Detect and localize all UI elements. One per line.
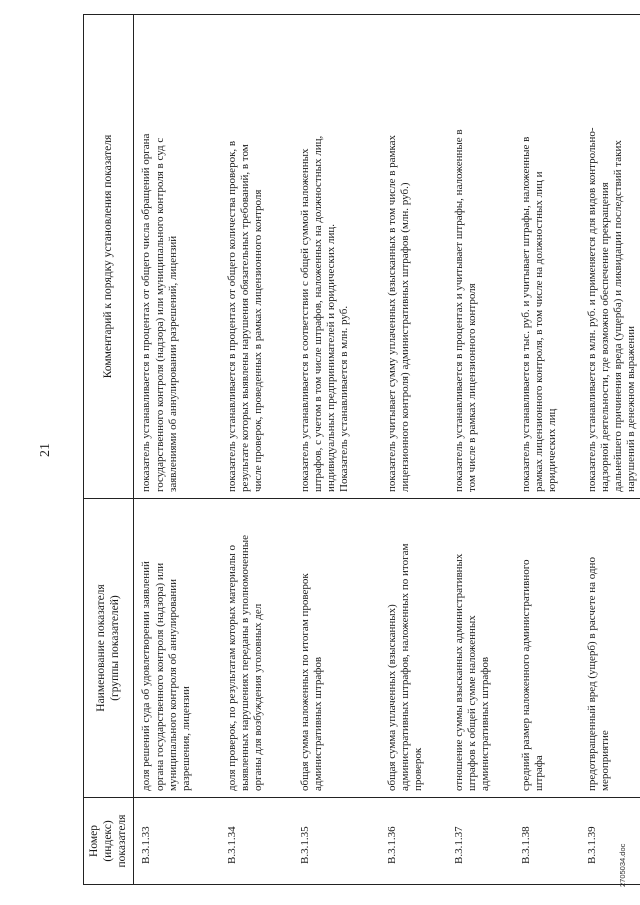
- indicator-name-line: муниципального контроля об аннулировании: [166, 578, 179, 791]
- indicator-name-line: мероприятие: [599, 730, 612, 791]
- indicator-number: В.3.1.34: [220, 798, 293, 885]
- indicator-name-line: разрешения, лицензии: [179, 686, 192, 791]
- table-header-row: [84, 15, 134, 885]
- indicator-name: [220, 499, 293, 798]
- indicator-comment: [580, 15, 640, 499]
- indicator-name-line: отношение суммы взысканных административных: [452, 553, 465, 791]
- indicator-comment-line: показатель устанавливается в тыс. руб. и учитывает штрафы, наложенные в: [519, 136, 532, 492]
- indicator-comment-line: числе проверок, проведенных в рамках лицензионного контроля: [252, 189, 265, 492]
- indicator-number: В.3.1.37: [447, 798, 514, 885]
- indicator-comment-line: показатель устанавливается в соответствии с общей суммой наложенных: [298, 148, 311, 492]
- header-number-line: показателя: [115, 814, 128, 868]
- header-number-line: (индекс): [101, 820, 114, 862]
- indicator-comment-line: лицензионного контроля) административных штрафов (млн. руб.): [399, 182, 412, 492]
- indicator-name: [293, 499, 380, 798]
- table-row: [293, 15, 380, 885]
- table-row: [514, 15, 580, 885]
- indicator-number: В.3.1.36: [380, 798, 447, 885]
- indicator-name-line: доля решений суда об удовлетворении заявлений: [140, 561, 153, 791]
- indicator-comment-line: показатель устанавливается в процентах и учитывает штрафы, наложенные в: [452, 129, 465, 492]
- indicator-name-line: доля проверок, по результатам которых материалы о: [225, 544, 238, 791]
- header-name-line: (группы показателей): [108, 595, 121, 701]
- indicator-name: [514, 499, 580, 798]
- indicator-name-line: штрафа: [533, 755, 546, 791]
- footer-file-code: 2705034.doc: [618, 843, 627, 887]
- indicator-comment-line: показатель устанавливается в процентах от общего числа обращений органа: [140, 133, 153, 492]
- indicator-comment-line: показатель устанавливается в млн. руб. и применяется для видов контрольно-: [585, 127, 598, 492]
- indicator-number: В.3.1.35: [293, 798, 380, 885]
- indicators-table: [83, 14, 640, 885]
- header-number-line: Номер: [88, 825, 100, 857]
- indicator-comment-line: рамках лицензионного контроля, в том числе на должностных лиц и: [533, 171, 546, 492]
- rotated-page: [20, 15, 638, 887]
- indicator-name-line: выявленных нарушениях переданы в уполномоченные: [239, 534, 252, 791]
- table-row: [580, 15, 640, 885]
- indicator-comment-line: заявлениями об аннулировании разрешений, лицензий: [166, 235, 179, 492]
- indicator-comment: [514, 15, 580, 499]
- header-name-line: Наименование показателя: [94, 584, 107, 712]
- indicator-name: [580, 499, 640, 798]
- indicator-comment-line: юридических лиц: [546, 408, 559, 492]
- indicator-name-line: средний размер наложенного административного: [519, 559, 532, 791]
- indicator-comment-line: нарушений в денежном выражении: [625, 325, 638, 492]
- table-row: [447, 15, 514, 885]
- table-row: [220, 15, 293, 885]
- indicator-comment: [220, 15, 293, 499]
- indicator-comment-line: показатель учитывает сумму уплаченных (взысканных в том числе в рамках: [385, 134, 398, 492]
- indicator-name-line: штрафов к общей сумме наложенных: [466, 615, 479, 791]
- header-number: [84, 798, 134, 885]
- indicator-name: [380, 499, 447, 798]
- indicator-comment-line: надзорной деятельности, где возможно обеспечение прекращения: [599, 182, 612, 492]
- indicator-comment-line: результате которых выявлены нарушения обязательных требований, в том: [239, 144, 252, 492]
- indicator-number: В.3.1.33: [134, 798, 220, 885]
- indicator-name: [134, 499, 220, 798]
- indicator-comment: [380, 15, 447, 499]
- indicator-number: В.3.1.38: [514, 798, 580, 885]
- indicator-name-line: административных штрафов: [312, 656, 325, 791]
- indicator-comment: [293, 15, 380, 499]
- indicator-name-line: органа государственного контроля (надзора) или: [153, 562, 166, 791]
- header-comment: [84, 15, 134, 499]
- indicator-name-line: общая сумма уплаченных (взысканных): [385, 604, 398, 791]
- table-row: [134, 15, 220, 885]
- indicator-number: В.3.1.39: [580, 798, 640, 885]
- indicator-comment-line: штрафов, с учетом в том числе штрафов, наложенных на должностных лиц,: [312, 135, 325, 492]
- indicator-comment-line: государственного контроля (надзора) или муниципального контроля в суд с: [153, 137, 166, 492]
- page-number: 21: [38, 443, 53, 457]
- indicator-comment-line: том числе в рамках лицензионного контроля: [466, 283, 479, 492]
- header-comment-line: Комментарий к порядку установления показателя: [101, 134, 114, 379]
- indicator-comment-line: индивидуальных предпринимателей и юридических лиц.: [325, 223, 338, 492]
- indicator-name-line: проверок: [412, 747, 425, 791]
- indicator-comment: [447, 15, 514, 499]
- header-name: [84, 499, 134, 798]
- table-row: [380, 15, 447, 885]
- indicator-name-line: административных штрафов: [479, 656, 492, 791]
- indicator-name-line: органы для возбуждения уголовных дел: [252, 603, 265, 791]
- indicator-comment-line: показатель устанавливается в процентах от общего количества проверок, в: [225, 140, 238, 492]
- indicator-comment: [134, 15, 220, 499]
- indicator-name-line: общая сумма наложенных по итогам проверок: [298, 573, 311, 791]
- indicator-comment-line: дальнейшего причинения вреда (ущерба) и ликвидации последствий таких: [612, 140, 625, 492]
- indicator-comment-line: Показатель устанавливается в млн. руб.: [338, 305, 351, 492]
- indicator-name-line: предотвращенный вред (ущерб) в расчете на одно: [585, 557, 598, 791]
- indicator-name: [447, 499, 514, 798]
- indicator-name-line: административных штрафов, наложенных по итогам: [399, 543, 412, 791]
